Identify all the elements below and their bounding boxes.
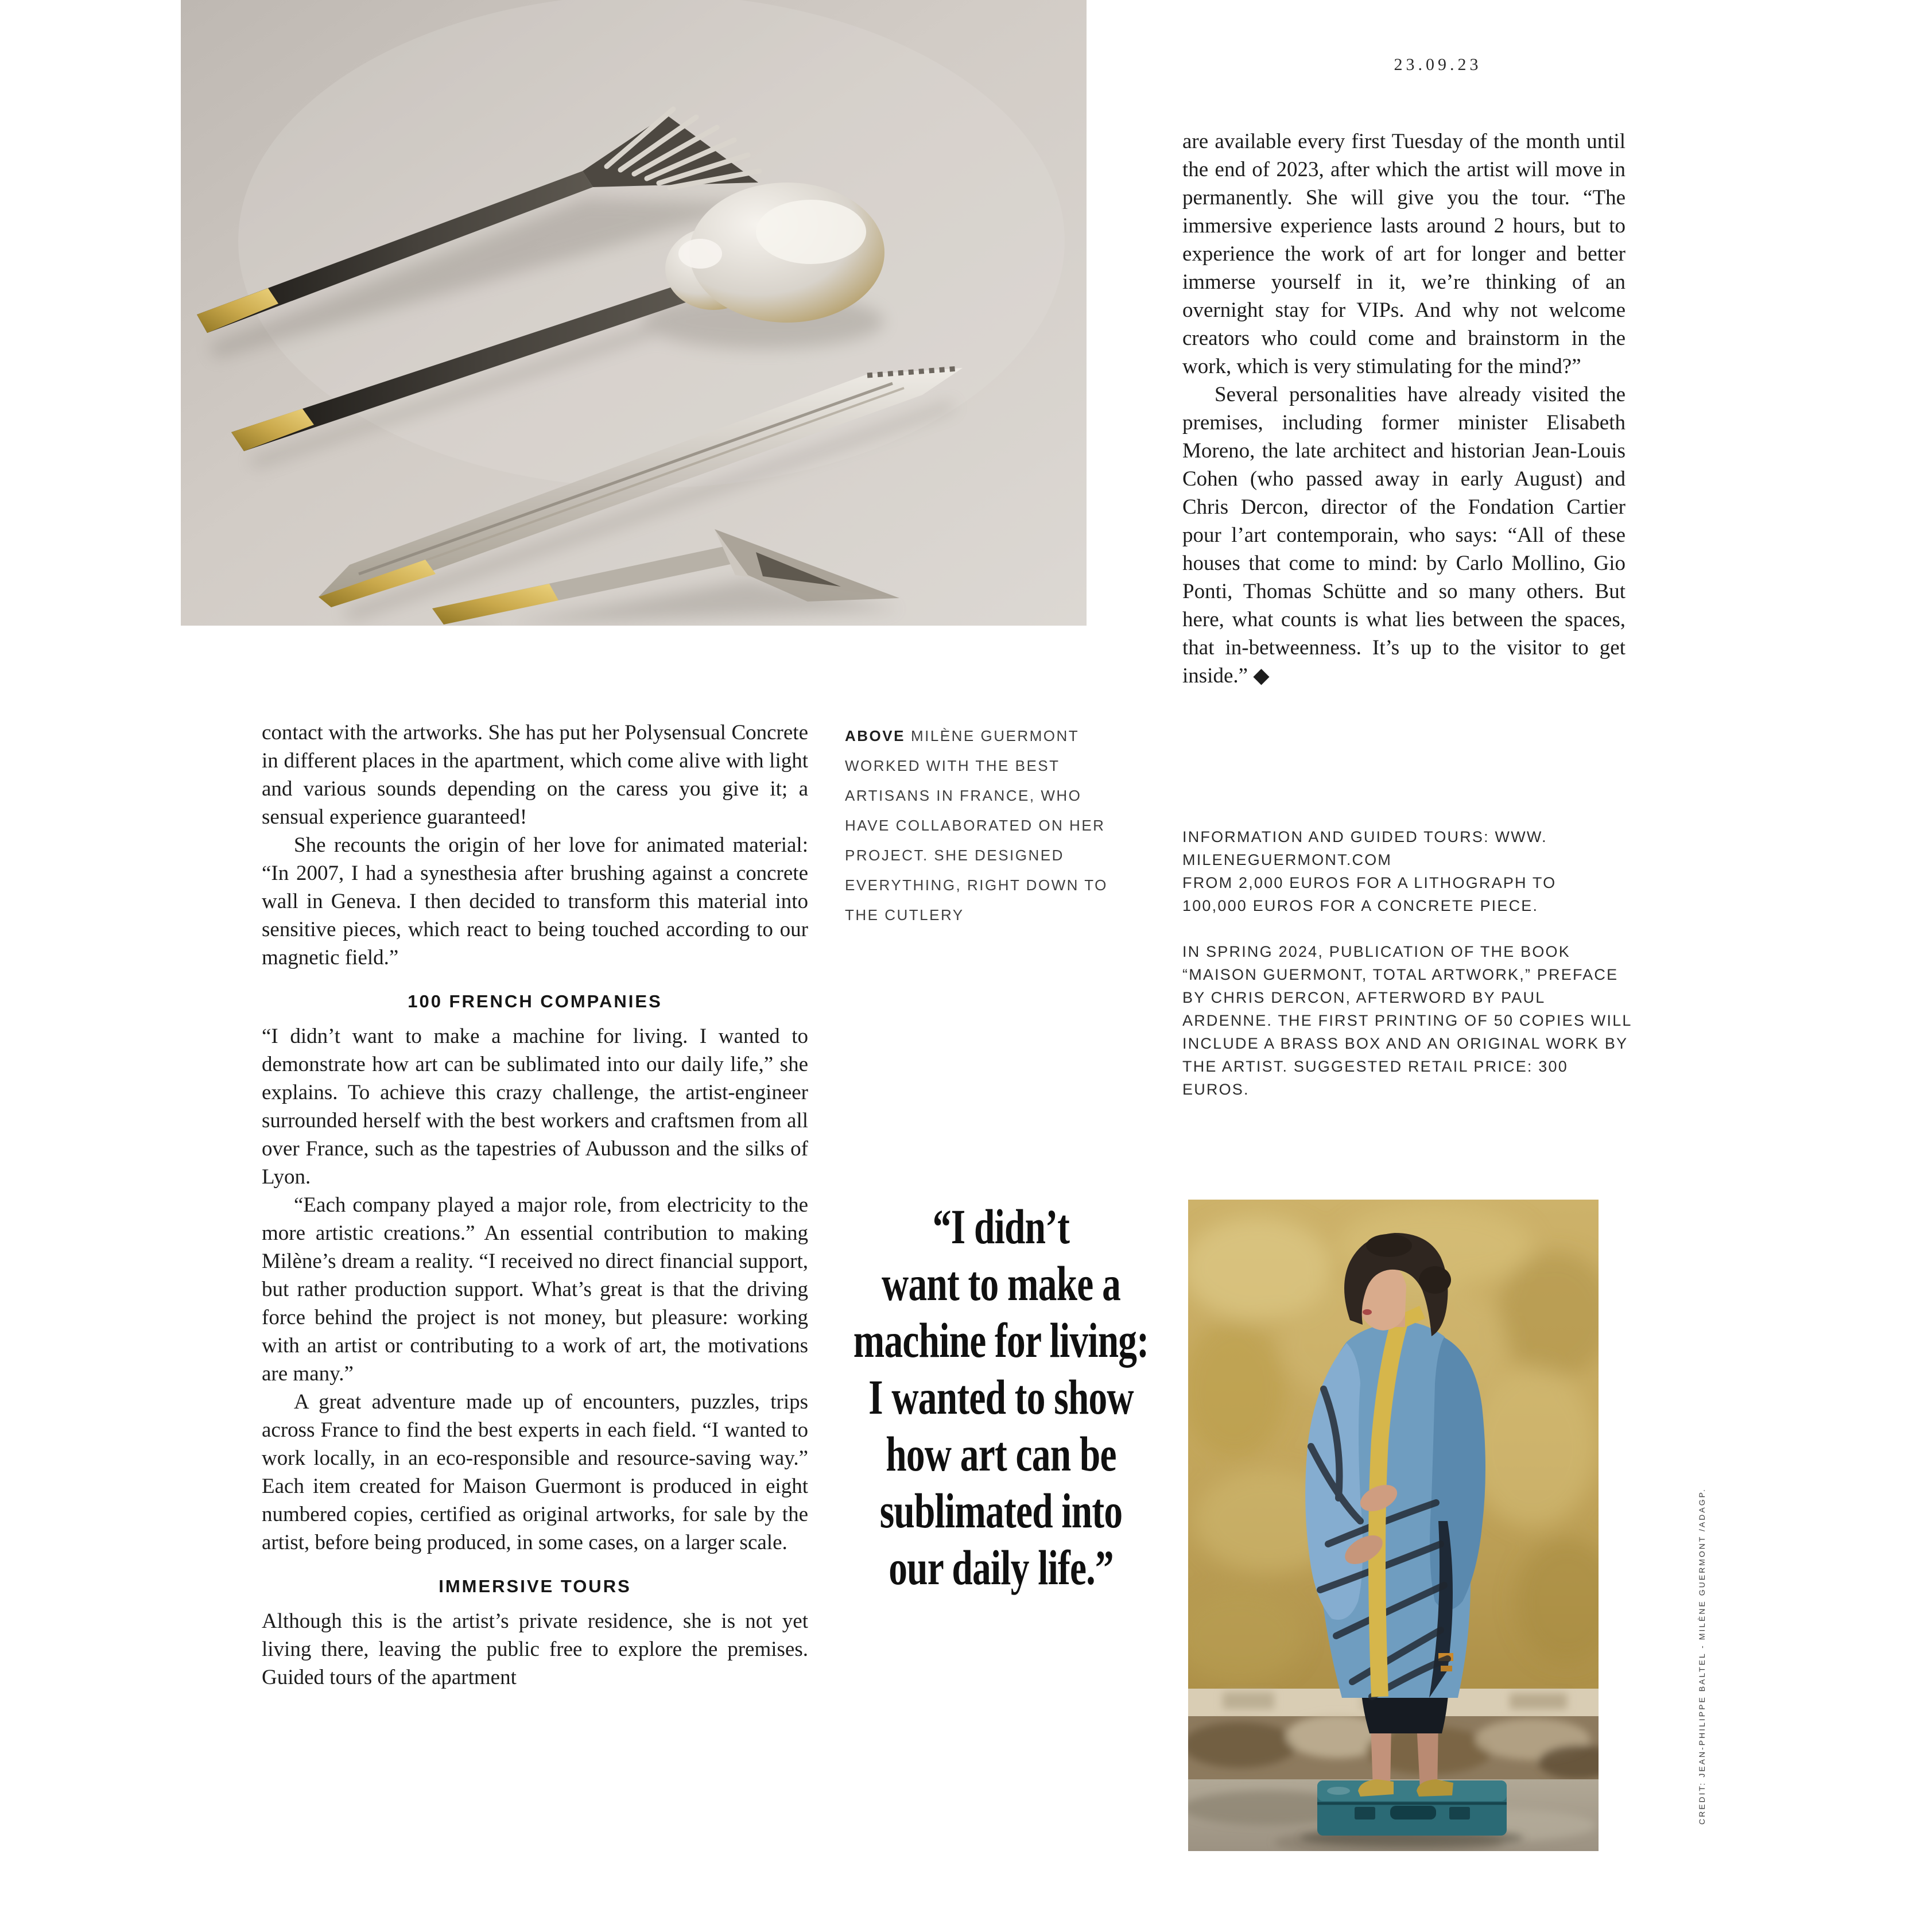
pull-quote-line: I wanted to show: [868, 1370, 1134, 1425]
article-paragraph: “Each company played a major role, from electricity to the more artistic creations.” An essential contribution to making Milène’s dream a reality. “I received no direct financial support, but rather production support. What’s great is that the driving force behind the project is not money, but pleasure: working with an artist or contributing to a work of art, the motivations are many.”: [262, 1193, 808, 1386]
issue-date: 23.09.23: [1394, 55, 1482, 74]
pull-quote-line: want to make a: [881, 1256, 1120, 1311]
right-column: [1182, 127, 1625, 690]
portrait-photo: [1188, 1200, 1599, 1851]
pull-quote-line: “I didn’t: [932, 1199, 1070, 1254]
article-paragraph: Although this is the artist’s private residence, she is not yet living there, leaving the public free to explore the premises. Guided tours of the apartment: [262, 1609, 808, 1689]
info-line: FROM 2,000 EUROS FOR A LITHOGRAPH TO: [1182, 874, 1557, 891]
pull-quote: [813, 1198, 1189, 1596]
article-paragraph: “I didn’t want to make a machine for living. I wanted to demonstrate how art can be sublimated into our daily life,” she explains. To achieve this crazy challenge, the artist-engineer surrounded herself with the best workers and craftsmen from all over France, such as the tapestries of Aubusson and the silks of Lyon.: [262, 1025, 808, 1189]
cutlery-photo-art: [181, 0, 1087, 626]
pull-quote-line: our daily life.”: [889, 1540, 1114, 1595]
caption-label: ABOVE: [845, 727, 905, 744]
photo-credit: CREDIT: JEAN-PHILIPPE BALTEL - MILÈNE GUERMONT /ADAGP.: [1697, 1487, 1706, 1825]
info-paragraph: IN SPRING 2024, PUBLICATION OF THE BOOK “MAISON GUERMONT, TOTAL ARTWORK,” PREFACE BY CHRIS DERCON, AFTERWORD BY PAUL ARDENNE. THE FIRST PRINTING OF 50 COPIES WILL INCLUDE A BRASS BOX AND AN ORIGINAL WORK BY THE ARTIST. SUGGESTED RETAIL PRICE: 300 EUROS.: [1182, 943, 1632, 1098]
pull-quote-line: sublimated into: [879, 1483, 1123, 1538]
info-line: MILENEGUERMONT.COM: [1182, 851, 1392, 868]
caption-text: MILÈNE GUERMONT WORKED WITH THE BEST ARTISANS IN FRANCE, WHO HAVE COLLABORATED ON HER PROJECT. SHE DESIGNED EVERYTHING, RIGHT DOWN TO THE CUTLERY: [845, 727, 1108, 924]
portrait-photo-art: [1188, 1200, 1599, 1851]
suitcase-art: [1317, 1780, 1507, 1836]
photo-caption: [845, 721, 1115, 930]
pull-quote-line: machine for living:: [853, 1313, 1149, 1368]
cutlery-photo: [181, 0, 1087, 626]
info-block: [1182, 825, 1632, 1101]
section-heading: IMMERSIVE TOURS: [439, 1576, 631, 1596]
article-paragraph: contact with the artworks. She has put her Polysensual Concrete in different places in the apartment, which come alive with light and various sounds depending on the caress you give it; a sensual experience guaranteed!: [262, 721, 808, 829]
article-paragraph: She recounts the origin of her love for animated material: “In 2007, I had a synesthesia after brushing against a concrete wall in Geneva. I then decided to transform this material into sensitive pieces, which react to being touched according to our magnetic field.”: [262, 833, 808, 969]
left-column: [262, 719, 808, 1692]
info-line: INFORMATION AND GUIDED TOURS: WWW.: [1182, 828, 1547, 845]
section-heading: 100 FRENCH COMPANIES: [408, 991, 662, 1011]
article-paragraph: Several personalities have already visited the premises, including former minister Elisabeth Moreno, the late architect and historian Jean-Louis Cohen (who passed away in early August) and Chris Dercon, director of the Fondation Cartier pour l’art contemporain, who says: “All of these houses that come to mind: by Carlo Mollino, Gio Ponti, Thomas Schütte and so many others. But here, what counts is what lies between the spaces, that in-betweenness. It’s up to the visitor to get inside.” ◆: [1182, 383, 1625, 688]
info-line: 100,000 EUROS FOR A CONCRETE PIECE.: [1182, 897, 1539, 914]
pull-quote-line: how art can be: [886, 1426, 1116, 1481]
article-paragraph: are available every first Tuesday of the month until the end of 2023, after which the artist will move in permanently. She will give you the tour. “The immersive experience lasts around 2 hours, but to experience the work of art for longer and better immerse yourself in it, we’re thinking of an overnight stay for VIPs. And why not welcome creators who could come and brainstorm in the work, which is very stimulating for the mind?”: [1182, 130, 1625, 378]
article-paragraph: A great adventure made up of encounters, puzzles, trips across France to find the best experts in each field. “I wanted to work locally, in an eco-responsible and resource-saving way.” Each item created for Maison Guermont is produced in eight numbered copies, certified as original artworks, for sale by the artist, before being produced, in some cases, on a larger scale.: [262, 1390, 808, 1554]
